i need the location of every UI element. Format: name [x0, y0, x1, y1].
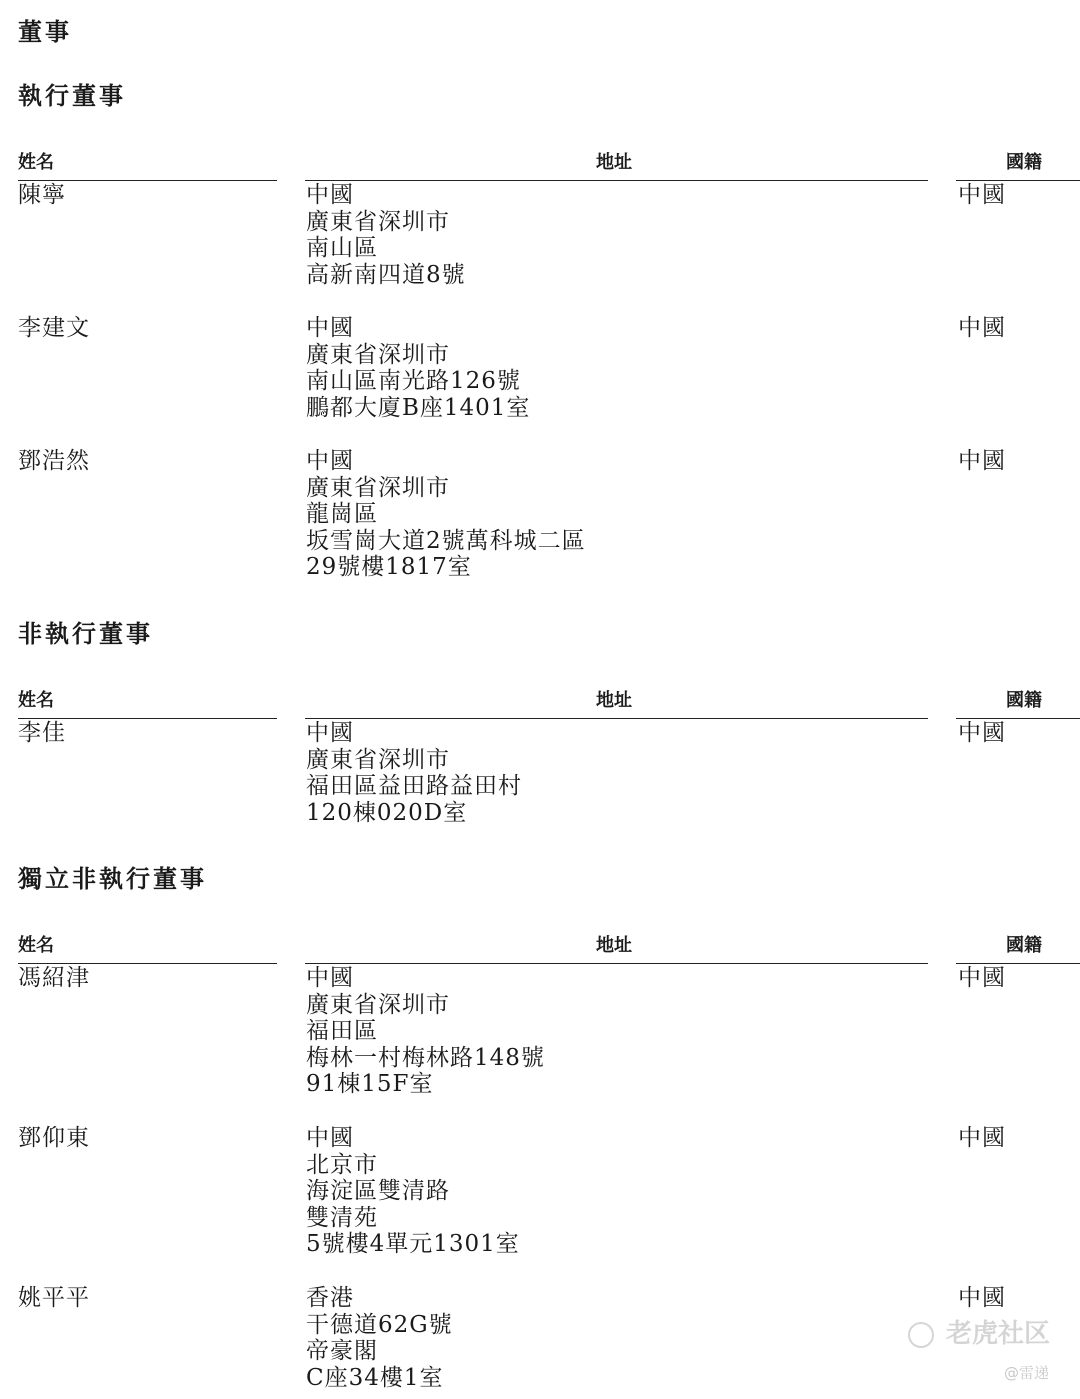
address-line: 福田區益田路益田村: [306, 773, 522, 800]
section-title-independent-non-executive: 獨立非執行董事: [18, 864, 207, 893]
header-rule-nationality: [956, 963, 1080, 964]
col-header-name: 姓名: [18, 152, 54, 173]
section-title-executive: 執行董事: [18, 81, 126, 110]
director-address: [306, 182, 466, 288]
director-address: [306, 448, 586, 581]
address-line: 廣東省深圳市: [306, 746, 450, 773]
col-header-name: 姓名: [18, 935, 54, 956]
address-line: 中國: [306, 1125, 354, 1151]
address-line: 廣東省深圳市: [306, 208, 450, 235]
director-nationality: 中國: [958, 182, 1006, 208]
address-line: 雙清苑: [306, 1204, 378, 1231]
director-name: 鄧仰東: [18, 1125, 90, 1151]
director-name: 鄧浩然: [18, 448, 90, 474]
address-line: 南山區南光路126號: [306, 368, 521, 395]
director-address: [306, 1125, 520, 1258]
address-line: 中國: [306, 720, 354, 746]
address-line: 120棟020D室: [306, 799, 468, 826]
header-rule-address: [305, 963, 928, 964]
director-name: 姚平平: [18, 1285, 90, 1311]
col-header-address: 地址: [596, 152, 632, 173]
address-line: 北京市: [306, 1151, 378, 1178]
watermark-brand: 老虎社区: [946, 1319, 1051, 1349]
address-line: 鵬都大廈B座1401室: [306, 394, 531, 421]
col-header-name: 姓名: [18, 690, 54, 711]
header-rule-name: [18, 963, 277, 964]
address-line: 香港: [306, 1285, 354, 1311]
watermark-handle: @雷递: [1004, 1364, 1050, 1382]
address-line: 廣東省深圳市: [306, 474, 450, 501]
page-title: 董事: [18, 17, 72, 46]
director-name: 馮紹津: [18, 965, 90, 991]
director-address: [306, 965, 545, 1098]
address-line: 91棟15F室: [306, 1071, 434, 1098]
col-header-nationality: 國籍: [1006, 935, 1042, 956]
col-header-address: 地址: [596, 690, 632, 711]
director-nationality: 中國: [958, 1125, 1006, 1151]
director-nationality: 中國: [958, 1285, 1006, 1311]
address-line: 中國: [306, 965, 354, 991]
director-nationality: 中國: [958, 720, 1006, 746]
address-line: 干德道62G號: [306, 1311, 453, 1338]
director-address: [306, 1285, 453, 1391]
director-nationality: 中國: [958, 315, 1006, 341]
address-line: 廣東省深圳市: [306, 341, 450, 368]
director-name: 李佳: [18, 720, 66, 746]
address-line: 廣東省深圳市: [306, 991, 450, 1018]
address-line: C座34樓1室: [306, 1364, 444, 1391]
header-rule-address: [305, 718, 928, 719]
director-address: [306, 720, 522, 826]
address-line: 梅林一村梅林路148號: [306, 1044, 545, 1071]
address-line: 福田區: [306, 1018, 378, 1045]
address-line: 坂雪崗大道2號萬科城二區: [306, 527, 586, 554]
director-nationality: 中國: [958, 448, 1006, 474]
address-line: 高新南四道8號: [306, 261, 466, 288]
col-header-nationality: 國籍: [1006, 152, 1042, 173]
address-line: 帝豪閣: [306, 1338, 378, 1365]
header-rule-address: [305, 180, 928, 181]
tiger-community-logo-icon: [908, 1322, 934, 1348]
director-name: 陳寧: [18, 182, 66, 208]
address-line: 5號樓4單元1301室: [306, 1231, 520, 1258]
address-line: 海淀區雙清路: [306, 1178, 450, 1205]
director-address: [306, 315, 530, 421]
col-header-address: 地址: [596, 935, 632, 956]
director-nationality: 中國: [958, 965, 1006, 991]
address-line: 龍崗區: [306, 501, 378, 528]
section-title-non-executive: 非執行董事: [18, 619, 153, 648]
address-line: 中國: [306, 315, 354, 341]
address-line: 29號樓1817室: [306, 554, 472, 581]
header-rule-nationality: [956, 718, 1080, 719]
col-header-nationality: 國籍: [1006, 690, 1042, 711]
address-line: 中國: [306, 448, 354, 474]
header-rule-name: [18, 718, 277, 719]
address-line: 中國: [306, 182, 354, 208]
director-name: 李建文: [18, 315, 90, 341]
header-rule-nationality: [956, 180, 1080, 181]
header-rule-name: [18, 180, 277, 181]
address-line: 南山區: [306, 235, 378, 262]
